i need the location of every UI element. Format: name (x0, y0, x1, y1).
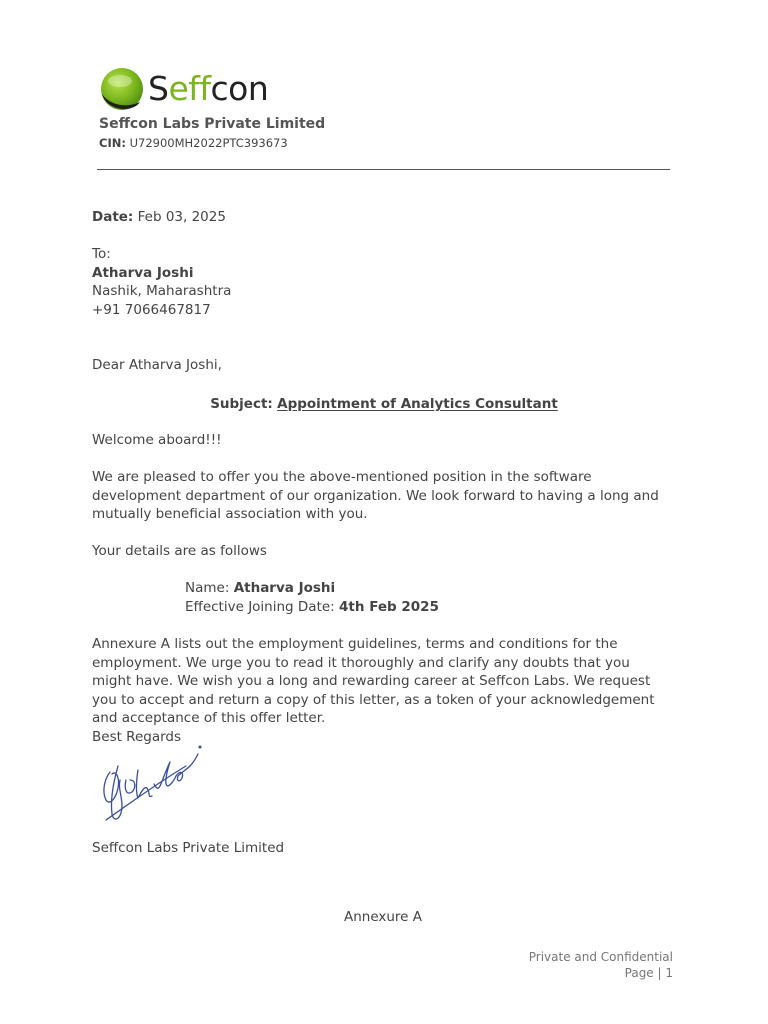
page-number: Page | 1 (624, 966, 673, 980)
signature-image (96, 740, 204, 826)
cin-value: U72900MH2022PTC393673 (129, 136, 288, 150)
salutation: Dear Atharva Joshi, (92, 357, 222, 373)
header-divider (97, 169, 670, 170)
detail-joining-date (185, 598, 439, 617)
details-intro: Your details are as follows (92, 543, 267, 559)
detail-name-value: Atharva Joshi (233, 580, 336, 596)
welcome-text: Welcome aboard!!! (92, 432, 222, 448)
recipient-phone: +91 7066467817 (92, 302, 211, 318)
detail-name (185, 579, 335, 598)
annexure-paragraph: Annexure A lists out the employment guidelines, terms and conditions for the employment. We urge you to read it thoroughly and clarify any doubts that you might have. We wish you a long and rewarding career at Seffcon Labs. We request you to accept and return a copy of this letter, as a token of your acknowledgement and acceptance of this offer letter. (92, 636, 655, 727)
date-value: Feb 03, 2025 (137, 209, 226, 225)
recipient-name: Atharva Joshi (92, 265, 194, 281)
detail-joining-label: Effective Joining Date: (185, 599, 335, 615)
recipient-location: Nashik, Maharashtra (92, 283, 232, 299)
company-name: Seffcon Labs Private Limited (99, 116, 326, 132)
annexure-heading: Annexure A (343, 909, 423, 925)
to-label: To: (92, 246, 111, 262)
cin-label: CIN: (99, 136, 126, 150)
subject-line (0, 395, 768, 414)
subject-label: Subject: (210, 396, 273, 412)
company-logo (98, 66, 298, 114)
date-line (92, 208, 226, 227)
subject-value: Appointment of Analytics Consultant (277, 396, 558, 412)
detail-joining-value: 4th Feb 2025 (339, 599, 439, 615)
closing-text: Best Regards (92, 729, 182, 745)
cin-line (99, 136, 288, 150)
logo-swoosh-icon (98, 66, 146, 114)
confidential-label: Private and Confidential (528, 950, 673, 964)
detail-name-label: Name: (185, 580, 230, 596)
date-label: Date: (92, 209, 134, 225)
offer-paragraph: We are pleased to offer you the above-mentioned position in the software development department of our organization. We look forward to having a long and mutually beneficial association with you. (92, 469, 659, 523)
signatory-name: Seffcon Labs Private Limited (92, 840, 285, 856)
logo-wordmark: Seffcon (148, 69, 269, 108)
